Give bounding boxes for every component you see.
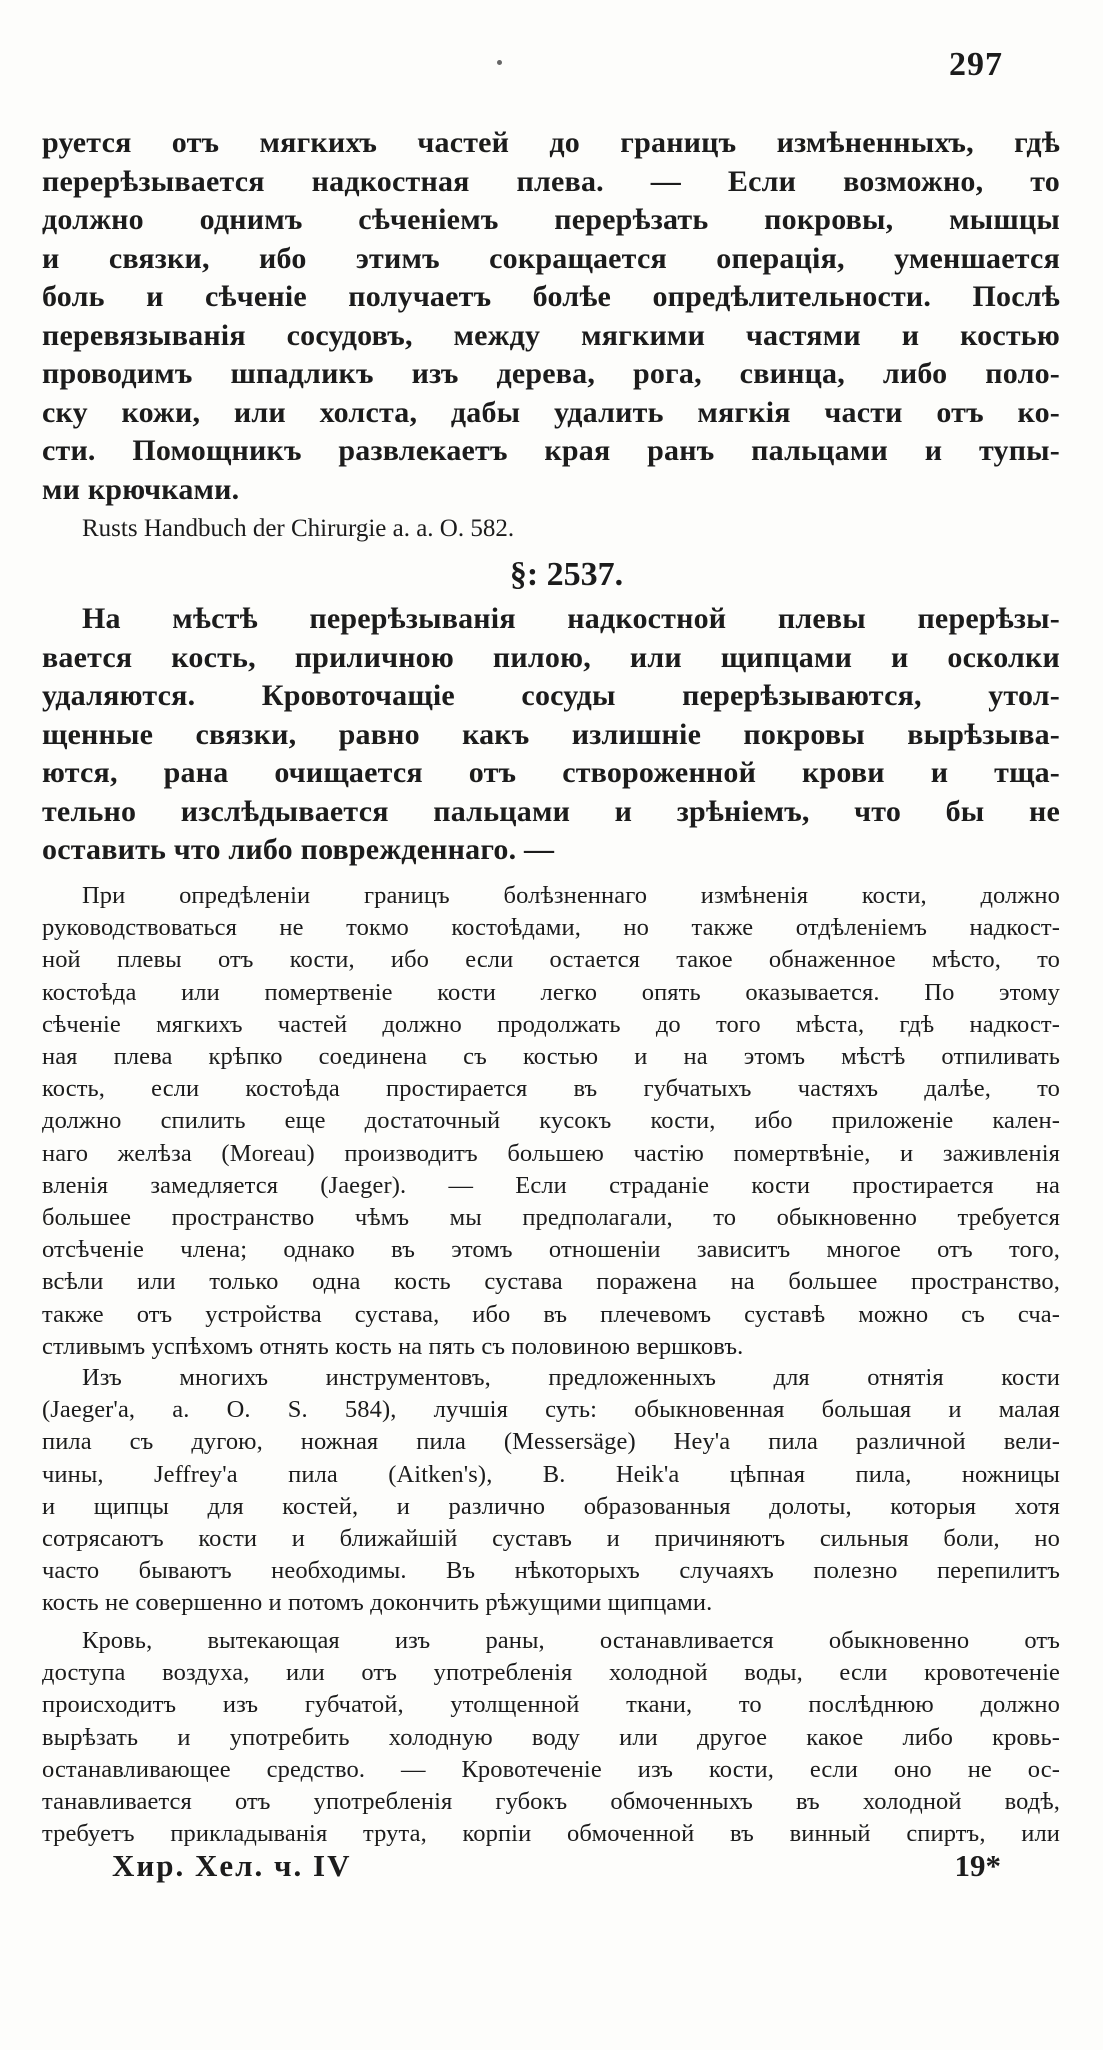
footer-sheet-mark: 19* [954, 1848, 1001, 1883]
top-paragraph [42, 124, 1060, 509]
text-line: На мѣстѣ перерѣзыванія надкостной плевы перерѣзы- [82, 602, 1060, 635]
section-heading: §: 2537. [509, 556, 624, 593]
text-line: (Jaeger'a, a. O. S. 584), лучшія суть: обыкновенная большая и малая [42, 1396, 1060, 1424]
note-paragraph-3 [42, 1625, 1060, 1850]
text-line: также отъ устройства сустава, ибо въ плечевомъ суставѣ можно съ сча- [42, 1300, 1060, 1328]
text-line: кость не совершенно и потомъ докончить рѣжущими щипцами. [42, 1589, 713, 1617]
text-line: чины, Jeffrey'a пила (Aitken's), B. Heik'a цѣпная пила, ножницы [42, 1460, 1060, 1488]
text-line: сти. Помощникъ развлекаетъ края ранъ пальцами и тупы- [42, 434, 1060, 467]
footer-signature: Хир. Хел. ч. IV [112, 1848, 352, 1883]
text-line: сотрясаютъ кости и ближайшій суставъ и причиняютъ сильныя боли, но [42, 1525, 1060, 1553]
text-line: ются, рана очищается отъ створоженной крови и тща- [42, 756, 1060, 789]
text-line: ной плевы отъ кости, ибо если остается такое обнаженное мѣсто, то [42, 946, 1060, 974]
text-line: оставить что либо поврежденнаго. — [42, 833, 555, 866]
text-line: вленія замедляется (Jaeger). — Если страданіе кости простирается на [42, 1171, 1060, 1199]
reference-citation: Rusts Handbuch der Chirurgie a. a. O. 582. [82, 515, 515, 542]
text-line: танавливается отъ употребленія губокъ обмоченныхъ въ холодной водѣ, [42, 1788, 1060, 1816]
text-line: доступа воздуха, или отъ употребленія холодной воды, если кровотеченіе [42, 1659, 1060, 1687]
text-line: кость, если костоѣда простирается въ губчатыхъ частяхъ далѣе, то [42, 1075, 1060, 1103]
text-line: вырѣзать и употребить холодную воду или другое какое либо кровь- [42, 1723, 1060, 1751]
text-line: перевязыванія сосудовъ, между мягкими частями и костью [42, 318, 1060, 352]
note-paragraph-2 [42, 1362, 1060, 1620]
text-line: отсѣченіе члена; однако въ этомъ отношеніи зависитъ многое отъ того, [42, 1236, 1060, 1264]
text-line: удаляются. Кровоточащіе сосуды перерѣзываются, утол- [42, 679, 1060, 712]
print-speck [497, 60, 502, 65]
text-line: При опредѣленіи границъ болѣзненнаго измѣненія кости, должно [82, 882, 1060, 909]
note-paragraph-1 [42, 880, 1060, 1363]
text-line: костоѣда или помертвеніе кости легко опять оказывается. По этому [42, 978, 1060, 1006]
text-line: руется отъ мягкихъ частей до границъ измѣненныхъ, гдѣ [42, 126, 1060, 159]
text-line: руководствоваться не токмо костоѣдами, но также отдѣленіемъ надкост- [42, 914, 1060, 942]
text-line: тельно изслѣдывается пальцами и зрѣніемъ, что бы не [42, 794, 1060, 828]
text-line: Кровь, вытекающая изъ раны, останавливается обыкновенно отъ [82, 1627, 1060, 1654]
text-line: происходитъ изъ губчатой, утолщенной ткани, то послѣднюю должно [42, 1691, 1060, 1719]
text-line: вается кость, приличною пилою, или щипцами и осколки [42, 640, 1060, 674]
text-line: останавливающее средство. — Кровотеченіе изъ кости, если оно не ос- [42, 1755, 1060, 1783]
text-line: ная плева крѣпко соединена съ костью и на этомъ мѣстѣ отпиливать [42, 1043, 1060, 1071]
text-line: и связки, ибо этимъ сокращается операція, уменшается [42, 241, 1060, 275]
text-line: должно однимъ сѣченіемъ перерѣзать покровы, мышцы [42, 203, 1060, 236]
text-line: и щипцы для костей, и различно образованныя долоты, которыя хотя [42, 1492, 1060, 1520]
text-line: боль и сѣченіе получаетъ болѣе опредѣлительности. Послѣ [42, 280, 1060, 313]
text-line: требуетъ прикладыванія трута, корпіи обмоченной въ винный спиртъ, или [42, 1820, 1060, 1848]
text-line: стливымъ успѣхомъ отнять кость на пять съ половиною вершковъ. [42, 1332, 744, 1360]
text-line: проводимъ шпадликъ изъ дерева, рога, свинца, либо поло- [42, 357, 1060, 390]
text-line: всѣли или только одна кость сустава поражена на большее пространство, [42, 1268, 1060, 1296]
page-number: 297 [949, 46, 1003, 83]
text-line: пила съ дугою, ножная пила (Messersäge) Hey'a пила различной вели- [42, 1428, 1060, 1456]
text-line: Изъ многихъ инструментовъ, предложенныхъ для отнятія кости [82, 1364, 1060, 1391]
text-line: щенные связки, равно какъ излишніе покровы вырѣзыва- [42, 717, 1060, 751]
text-line: ми крючками. [42, 472, 240, 506]
main-paragraph [42, 600, 1060, 870]
text-line: часто бываютъ необходимы. Въ нѣкоторыхъ случаяхъ полезно перепилитъ [42, 1557, 1060, 1585]
text-line: сѣченіе мягкихъ частей должно продолжать до того мѣста, гдѣ надкост- [42, 1010, 1060, 1038]
text-line: ску кожи, или холста, дабы удалить мягкія части отъ ко- [42, 395, 1060, 429]
text-line: большее пространство чѣмъ мы предполагали, то обыкновенно требуется [42, 1204, 1060, 1232]
text-line: наго желѣза (Moreau) производитъ большею частію помертвѣніе, и заживленія [42, 1139, 1060, 1167]
text-line: перерѣзывается надкостная плева. — Если возможно, то [42, 164, 1060, 198]
text-line: должно спилить еще достаточный кусокъ кости, ибо приложеніе кален- [42, 1107, 1060, 1135]
